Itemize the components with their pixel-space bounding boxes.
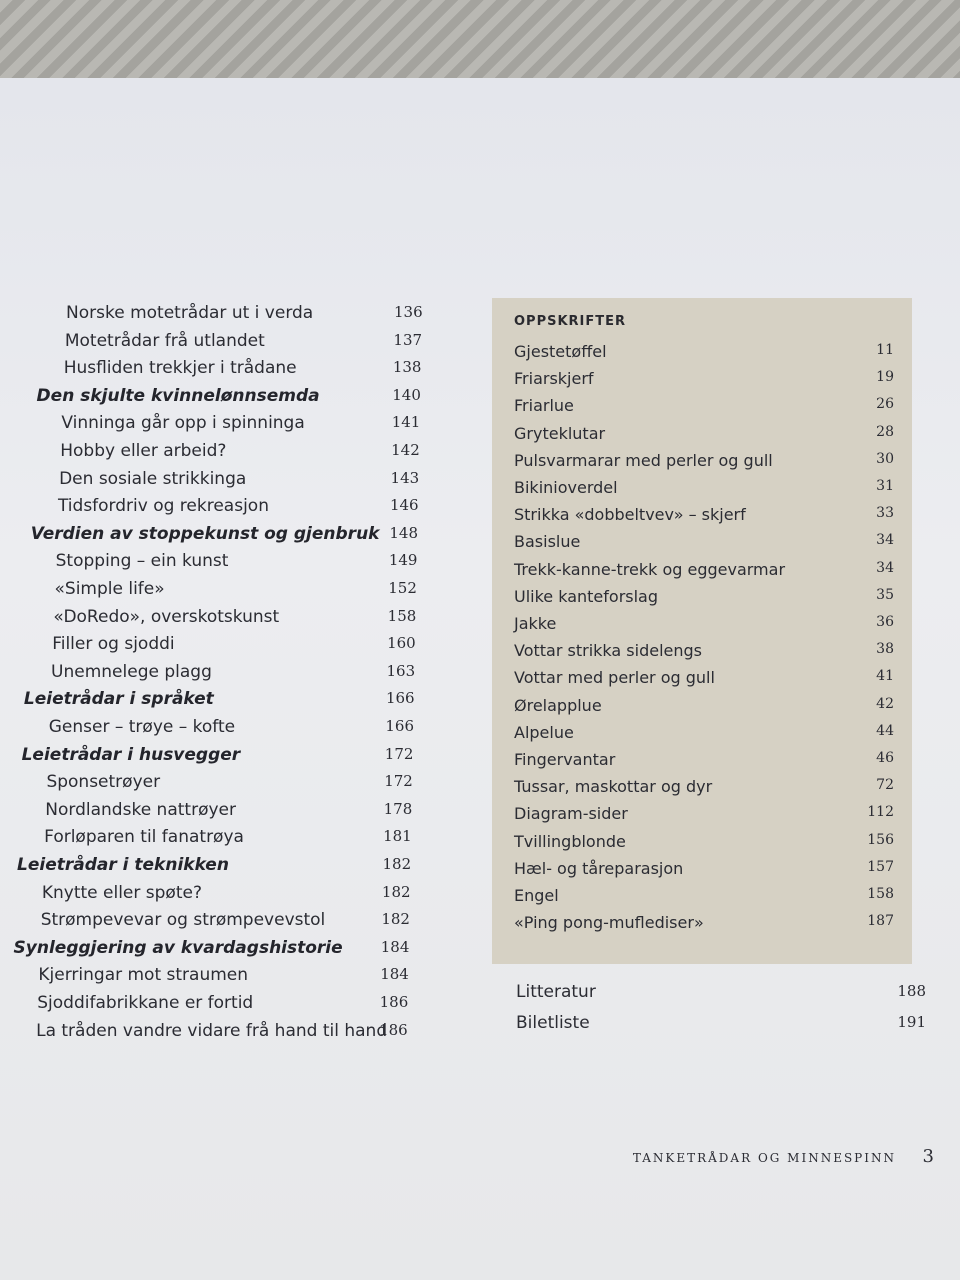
recipe-page: 34	[876, 532, 894, 549]
toc-entry	[0, 358, 440, 382]
toc-entry	[0, 303, 440, 327]
toc-entry-page: 166	[385, 689, 415, 708]
toc-entry-title: Motetrådar frå utlandet	[64, 330, 265, 351]
table-background	[0, 0, 960, 90]
toc-entry	[0, 331, 440, 355]
toc-entry-page: 158	[387, 606, 417, 625]
recipe-entry	[514, 696, 894, 720]
toc-entry-title: Strømpevevar og strømpevevstol	[40, 910, 326, 931]
toc-entry	[0, 607, 440, 631]
toc-entry-title: Genser – trøye – kofte	[48, 717, 236, 737]
toc-entry-page: 184	[380, 965, 409, 984]
recipe-page: 26	[876, 396, 894, 413]
recipe-page: 42	[876, 695, 894, 712]
toc-section-entry	[0, 689, 440, 713]
recipe-page: 33	[876, 505, 894, 522]
recipe-title: Ørelapplue	[514, 695, 602, 715]
recipe-page: 19	[876, 369, 894, 386]
toc-entry-title: Nordlandske nattrøyer	[45, 799, 236, 820]
recipe-entry	[514, 424, 894, 448]
toc-entry-title: Sponsetrøyer	[46, 772, 161, 793]
toc-entry-title: Knytte eller spøte?	[41, 882, 202, 903]
toc-entry	[0, 883, 440, 907]
recipe-page: 72	[876, 777, 894, 794]
toc-section-entry	[0, 745, 440, 769]
toc-entry	[0, 469, 440, 493]
appendix-title: Litteratur	[516, 982, 596, 1002]
recipe-page: 44	[876, 722, 894, 739]
toc-entry-page: 143	[390, 468, 420, 487]
toc-entry-title: Kjerringar mot straumen	[38, 965, 249, 986]
recipe-title: Gjestetøffel	[514, 342, 607, 361]
recipe-page: 31	[876, 478, 894, 494]
recipe-title: Diagram-sider	[514, 804, 628, 824]
recipe-entry	[514, 832, 894, 856]
toc-entry	[0, 634, 440, 658]
toc-entry-page: 160	[387, 634, 416, 653]
toc-entry	[0, 717, 440, 741]
toc-entry	[0, 551, 440, 575]
recipe-title: Pulsvarmarar med perler og gull	[514, 450, 773, 470]
toc-entry-title: Forløparen til fanatrøya	[44, 827, 244, 848]
toc-entry-page: 142	[391, 441, 420, 459]
toc-entry-page: 182	[382, 855, 412, 873]
toc-entry-page: 182	[381, 910, 410, 929]
toc-entry-title: Leietrådar i språket	[23, 689, 214, 710]
toc-entry	[0, 827, 440, 851]
recipe-page: 112	[867, 804, 894, 821]
toc-entry-page: 163	[386, 661, 416, 680]
recipe-title: Fingervantar	[514, 750, 616, 769]
toc-entry	[0, 910, 440, 934]
appendix-title: Biletliste	[516, 1013, 590, 1033]
appendix-entry	[516, 1013, 926, 1037]
toc-entry-page: 166	[385, 717, 415, 735]
toc-entry-title: Filler og sjoddi	[52, 634, 175, 655]
toc-entry-title: Leietrådar i teknikken	[17, 855, 229, 875]
recipe-entry	[514, 641, 894, 665]
toc-entry	[0, 772, 440, 796]
toc-entry-page: 136	[394, 303, 423, 321]
recipe-page: 156	[867, 831, 894, 848]
recipe-page: 158	[867, 886, 894, 902]
recipe-entry	[514, 668, 894, 692]
toc-entry-title: Stopping – ein kunst	[55, 551, 229, 572]
toc-entry-page: 181	[383, 827, 412, 846]
toc-section-entry	[0, 386, 440, 410]
toc-entry-page: 140	[392, 385, 421, 404]
recipe-page: 30	[876, 450, 894, 467]
toc-entry-page: 138	[392, 358, 422, 377]
recipe-entry	[514, 913, 894, 937]
toc-entry-title: Den sosiale strikkinga	[59, 468, 247, 489]
recipe-entry	[514, 750, 894, 774]
toc-entry-title: «Simple life»	[54, 579, 165, 599]
recipe-entry	[514, 723, 894, 747]
recipe-entry	[514, 451, 894, 475]
recipe-entry	[514, 587, 894, 611]
toc-entry-page: 186	[379, 993, 409, 1011]
recipe-title: Gryteklutar	[514, 423, 606, 443]
toc-entry-title: Hobby eller arbeid?	[60, 441, 227, 461]
toc-entry	[0, 496, 440, 520]
toc-entry	[0, 662, 440, 686]
toc-entry	[0, 413, 440, 437]
toc-section-entry	[0, 524, 440, 548]
recipe-page: 34	[876, 559, 894, 576]
recipe-page: 35	[876, 586, 894, 603]
appendix-page: 191	[897, 1013, 926, 1031]
recipe-page: 187	[867, 913, 894, 930]
toc-entry-page: 178	[383, 799, 413, 818]
recipe-title: Friarlue	[514, 396, 574, 416]
recipe-entry	[514, 396, 894, 420]
toc-entry-page: 152	[388, 579, 417, 597]
toc-section-entry	[0, 938, 440, 962]
recipe-entry	[514, 342, 894, 366]
toc-entry-title: Husfliden trekkjer i trådane	[63, 358, 297, 379]
recipe-title: «Ping pong-muflediser»	[514, 913, 704, 933]
toc-entry	[0, 993, 440, 1017]
toc-entry-page: 146	[389, 496, 419, 515]
recipe-page: 46	[876, 750, 894, 766]
recipe-title: Alpelue	[514, 722, 574, 742]
recipe-title: Jakke	[514, 614, 557, 633]
toc-entry-page: 172	[384, 772, 413, 791]
toc-entry-page: 149	[388, 551, 418, 570]
toc-entry-page: 182	[381, 882, 411, 901]
toc-entry-title: «DoRedo», overskotskunst	[53, 606, 280, 627]
recipe-title: Hæl- og tåreparasjon	[514, 858, 684, 878]
toc-entry-title: Norske motetrådar ut i verda	[66, 303, 314, 323]
recipe-page: 36	[876, 614, 894, 630]
recipe-title: Trekk-kanne-trekk og eggevarmar	[514, 559, 786, 579]
toc-entry-title: Tidsfordriv og rekreasjon	[57, 496, 269, 517]
recipe-entry	[514, 532, 894, 556]
recipe-entry	[514, 478, 894, 502]
recipe-title: Vottar med perler og gull	[514, 668, 715, 688]
toc-entry-page: 184	[380, 937, 410, 956]
toc-entry-page: 141	[391, 413, 421, 432]
recipe-entry	[514, 369, 894, 393]
appendix-page: 188	[897, 982, 926, 1000]
recipe-page: 157	[867, 858, 894, 875]
toc-entry	[0, 1021, 440, 1045]
toc-entry-title: Unemnelege plagg	[51, 661, 212, 682]
toc-entry	[0, 579, 440, 603]
recipe-entry	[514, 859, 894, 883]
recipe-page: 28	[876, 423, 894, 440]
recipe-title: Tvillingblonde	[514, 831, 626, 851]
recipe-title: Engel	[514, 886, 559, 905]
recipe-page: 11	[876, 342, 894, 358]
recipe-entry	[514, 804, 894, 828]
toc-section-entry	[0, 855, 440, 879]
recipe-title: Ulike kanteforslag	[514, 586, 659, 606]
recipes-panel	[492, 298, 912, 964]
toc-entry-title: Vinninga går opp i spinninga	[61, 413, 305, 434]
recipe-page: 41	[876, 668, 894, 685]
toc-entry	[0, 965, 440, 989]
recipe-title: Vottar strikka sidelengs	[514, 641, 702, 661]
toc-entry	[0, 800, 440, 824]
running-footer-title: TANKETRÅDAR OG MINNESPINN	[632, 1151, 896, 1165]
recipe-entry	[514, 560, 894, 584]
recipe-title: Basislue	[514, 532, 581, 552]
appendix-entry	[516, 982, 926, 1006]
recipe-entry	[514, 614, 894, 638]
toc-entry-title: Den skjulte kvinnelønnsemda	[36, 385, 320, 406]
recipe-title: Friarskjerf	[514, 369, 594, 389]
recipe-title: Bikinioverdel	[514, 478, 618, 497]
toc-entry-page: 148	[389, 523, 419, 542]
book-page	[0, 78, 960, 1280]
toc-entry-page: 137	[393, 330, 423, 349]
recipe-entry	[514, 505, 894, 529]
recipe-entry	[514, 777, 894, 801]
recipe-title: Tussar, maskottar og dyr	[514, 777, 713, 797]
recipe-page: 38	[876, 641, 894, 658]
toc-entry-title: La tråden vandre vidare frå hand til hand	[36, 1020, 388, 1041]
recipes-heading: OPPSKRIFTER	[514, 314, 627, 329]
page-number: 3	[922, 1146, 934, 1167]
toc-entry-title: Leietrådar i husvegger	[21, 744, 241, 765]
toc-entry-page: 172	[384, 744, 414, 763]
toc-entry-title: Sjoddifabrikkane er fortid	[37, 993, 254, 1013]
toc-entry-page: 186	[379, 1020, 408, 1039]
toc-entry-title: Synleggjering av kvardagshistorie	[13, 937, 343, 958]
toc-entry-title: Verdien av stoppekunst og gjenbruk	[30, 523, 380, 544]
toc-entry	[0, 441, 440, 465]
recipe-entry	[514, 886, 894, 910]
recipe-title: Strikka «dobbeltvev» – skjerf	[514, 505, 746, 525]
